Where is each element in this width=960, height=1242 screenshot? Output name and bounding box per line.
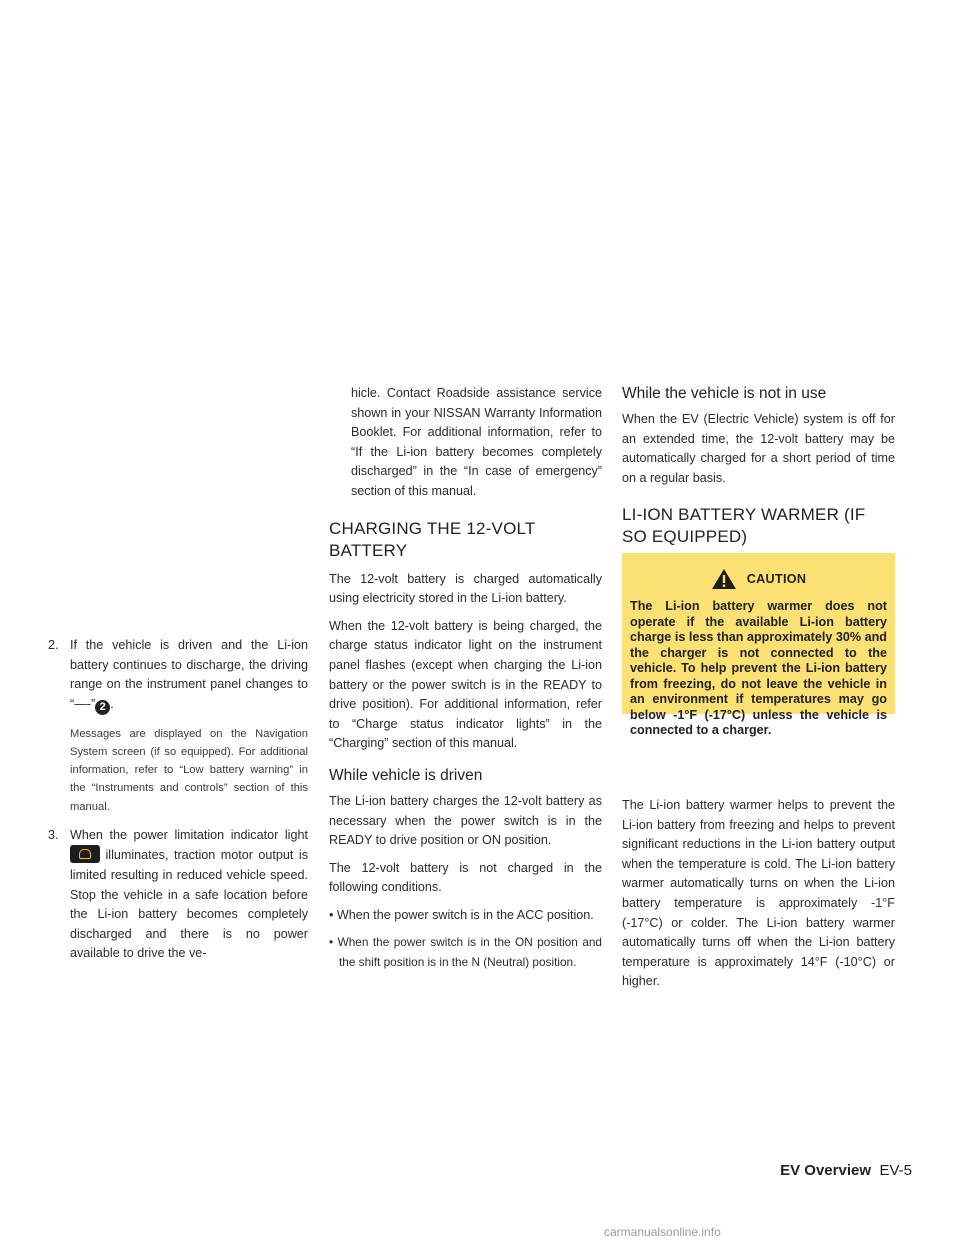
page-number: EV-5 [879,1162,912,1179]
caution-header [630,565,887,593]
paragraph: The 12-volt battery is not charged in the following conditions. [329,860,602,895]
paragraph: The Li-ion battery charges the 12-volt battery as necessary when the power switch is in the READY to drive position or ON position. [329,793,602,848]
paragraph: The 12-volt battery is charged automatically using electricity stored in the Li-ion battery. [329,571,602,606]
heading-while-driven: While vehicle is driven [329,766,483,784]
warning-triangle-icon [711,568,737,590]
column-right-top [622,384,895,556]
list-item-text-cont: illuminates, traction motor output is limited resulting in reduced vehicle speed. Stop the vehicle in a safe location before the Li-ion battery becomes completely discharged and there is no power available to drive the ve- [70,848,308,961]
list-item-text-end: . [110,696,114,711]
power-limitation-indicator-icon [70,845,100,863]
page-footer [732,1162,912,1180]
paragraph: The Li-ion battery warmer helps to prevent the Li-ion battery from freezing and helps to prevent significant reductions in the Li-ion battery output when the temperature is cold. The Li-ion battery warmer automatically turns on when the Li-ion battery temperature is approximately -1°F (-17°C) or colder. The Li-ion battery warmer automatically turns off when the Li-ion battery temperature is approximately 14°F (-10°C) or higher. [622,798,895,989]
info-note: Messages are displayed on the Navigation System screen (if so equipped). For additional information, refer to “Low battery warning” in the “Instruments and controls” section of this manual. [70,727,308,813]
column-right-bottom [622,796,895,992]
paragraph: When the 12-volt battery is being charged, the charge status indicator light on the instrument panel flashes (except when charging the Li-ion battery or the power switch is in the READY to drive position). For additional information, refer to “Charge status indicator lights” in the “Charging” section of this manual. [329,618,602,751]
column-left [48,636,308,964]
list-item-text: If the vehicle is driven and the Li-ion battery continues to discharge, the driving range on the instrument panel changes to “—-” [70,638,308,711]
section-name: EV Overview [780,1162,872,1179]
bullet-item: • When the power switch is in the ACC position. [329,907,594,922]
caution-box [622,553,895,737]
bullet-item: • When the power switch is in the ON position and the shift position is in the N (Neutral) position. [329,935,602,970]
continued-text: hicle. Contact Roadside assistance service shown in your NISSAN Warranty Information Booklet. For additional information, refer to “If the Li-ion battery becomes completely discharged” in the “In case of emergency” section of this manual. [351,386,602,498]
list-number: 2. [48,638,59,652]
heading-charging-12v: CHARGING THE 12-VOLT BATTERY [329,518,536,560]
list-item-3 [48,826,308,964]
heading-battery-warmer: LI-ION BATTERY WARMER (IF SO EQUIPPED) [622,505,866,547]
caution-title: CAUTION [746,572,807,586]
watermark-text: carmanualsonline.info [604,1225,721,1239]
list-item-text: When the power limitation indicator light [70,827,308,842]
paragraph: When the EV (Electric Vehicle) system is off for an extended time, the 12-volt battery may be automatically charged for a short period of time on a regular basis. [622,412,895,485]
caution-text: The Li-ion battery warmer does not operate if the available Li-ion battery charge is less than approximately 30% and the charger is not connected to the vehicle. To help prevent the Li-ion battery from freezing, do not leave the vehicle in an environment if temperatures may go below -1°F (-17°C) unless the vehicle is connected to a charger. [630,599,887,737]
list-item-2 [48,636,308,715]
column-middle [329,384,602,973]
list-number: 3. [48,827,59,842]
heading-not-in-use: While the vehicle is not in use [622,385,827,402]
callout-number: 2 [95,700,110,715]
